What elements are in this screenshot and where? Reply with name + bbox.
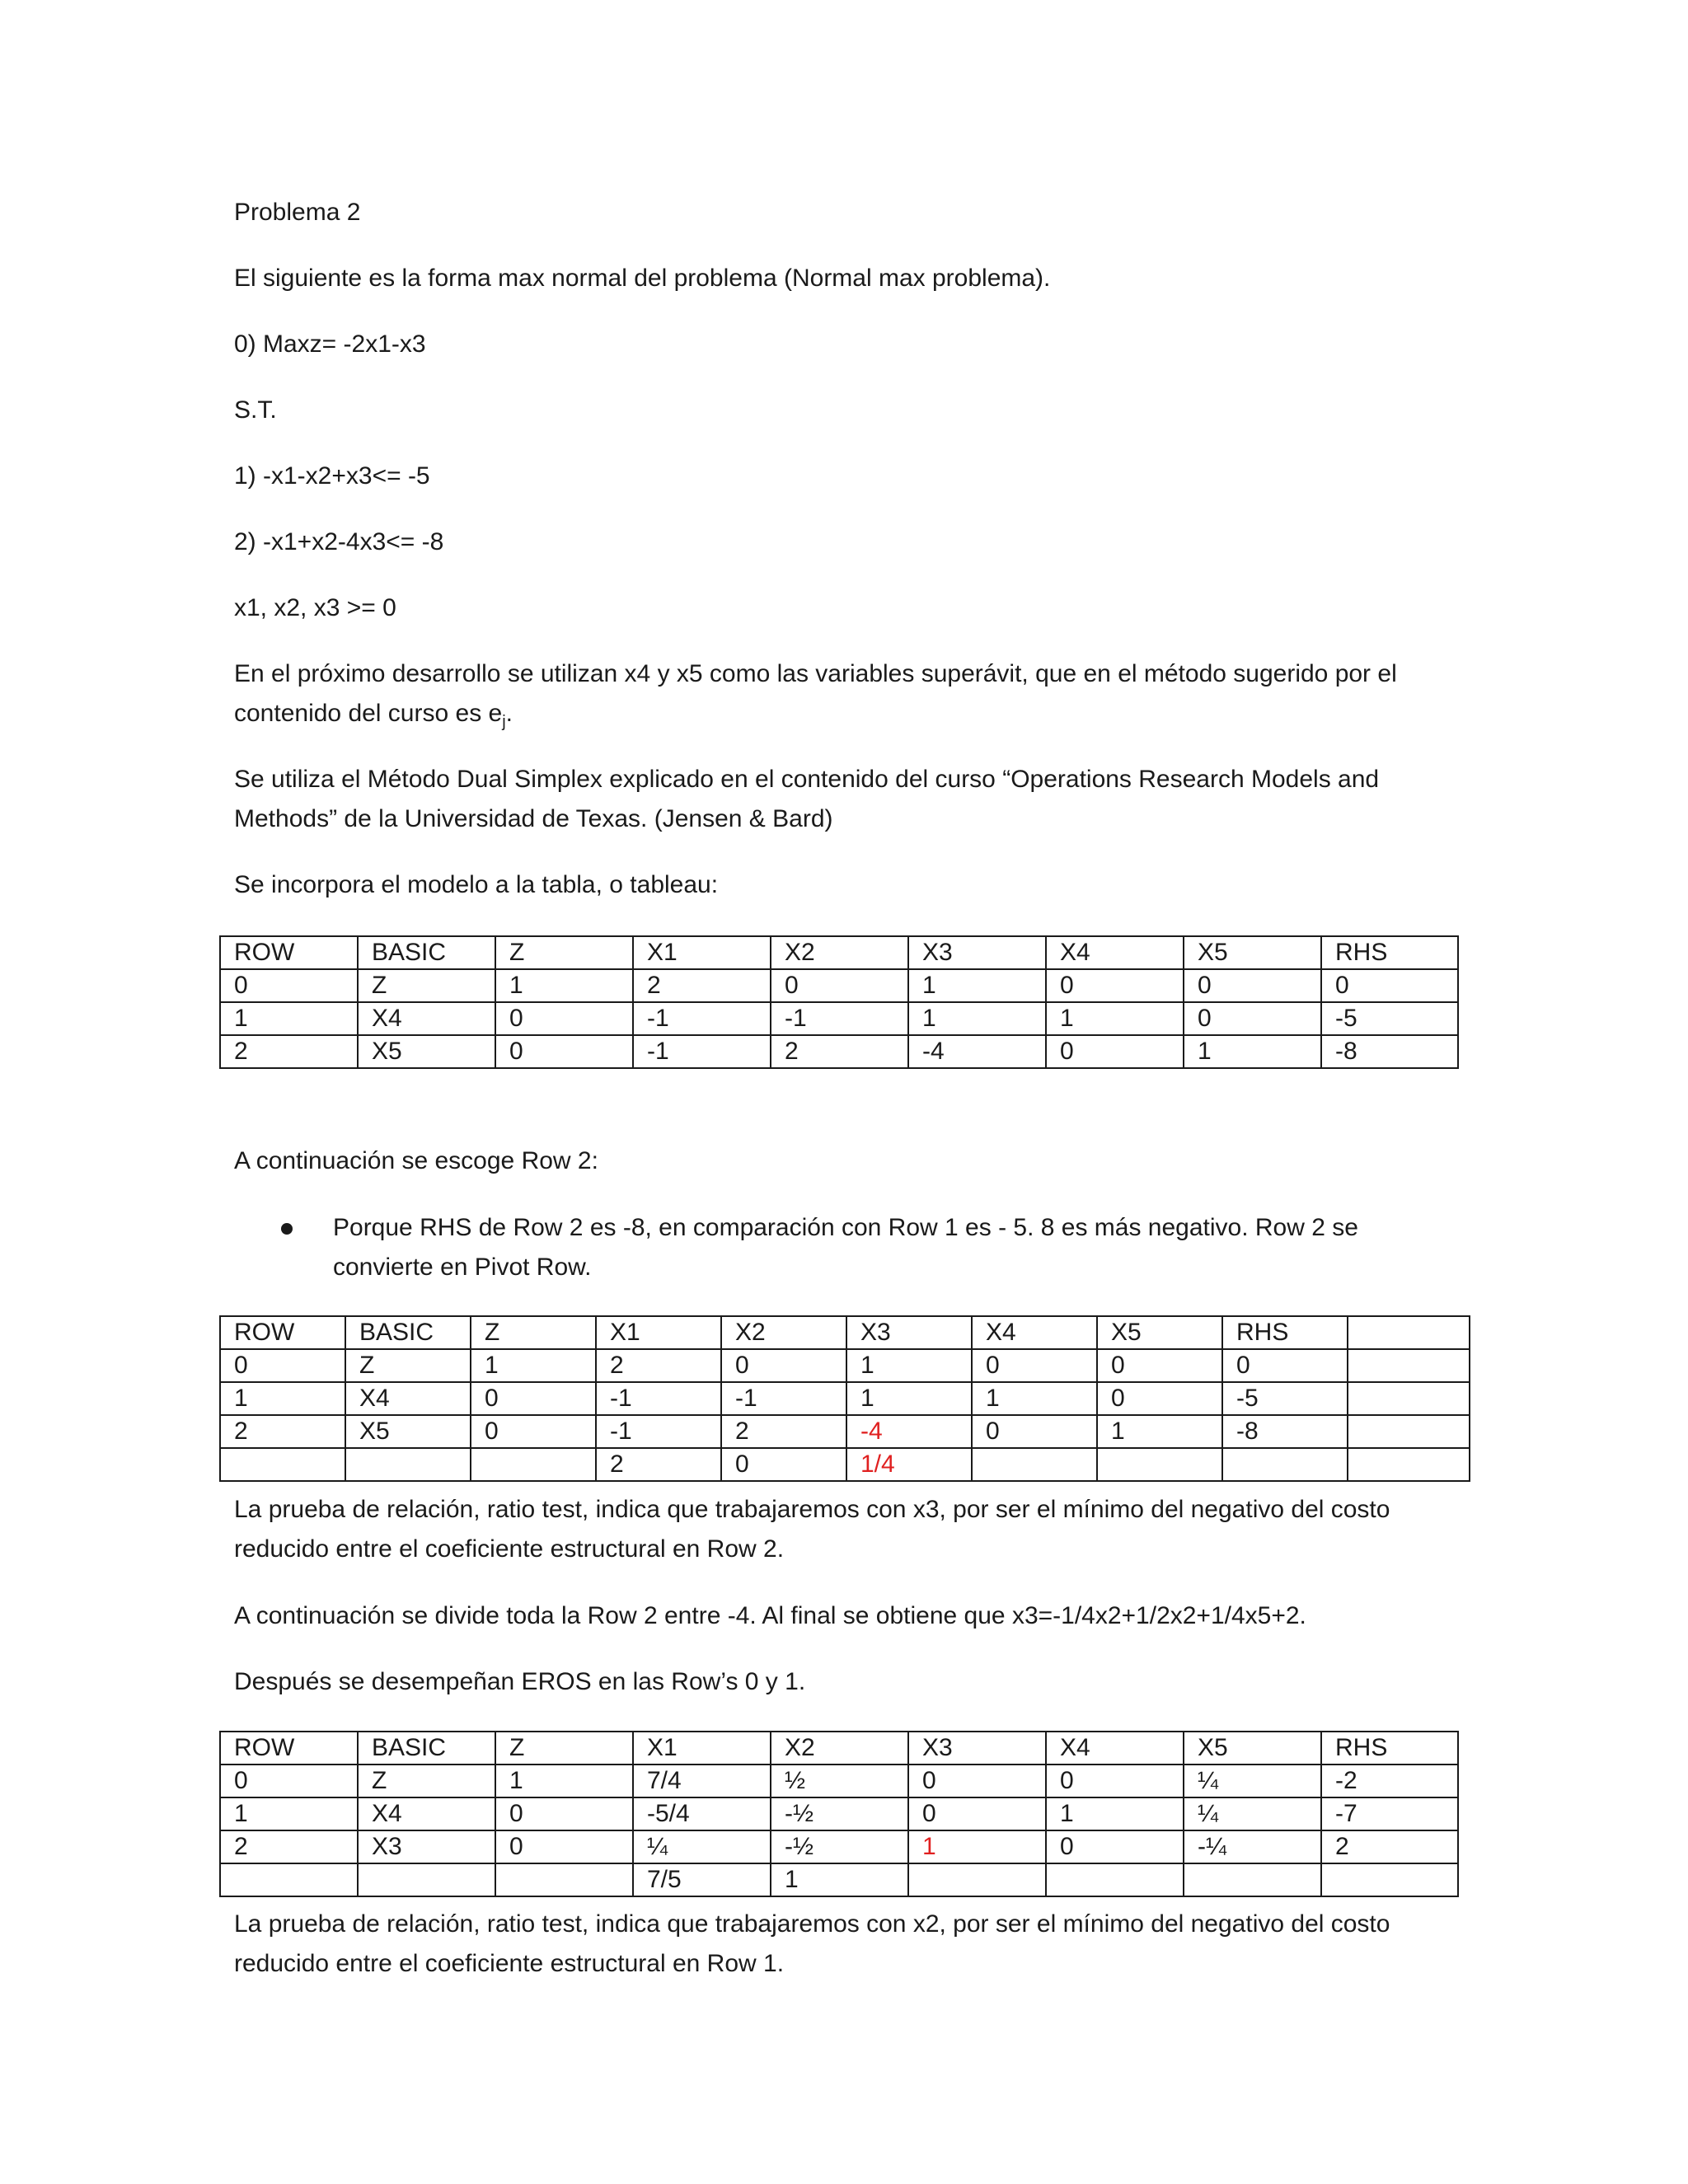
table-cell: 0 xyxy=(771,969,908,1002)
table-cell: 2 xyxy=(220,1415,345,1448)
bullet-text: Porque RHS de Row 2 es -8, en comparación con Row 1 es - 5. 8 es más negativo. Row 2 se convierte en Pivot Row. xyxy=(333,1214,1358,1281)
table-cell: 1 xyxy=(220,1002,358,1035)
column-header: X2 xyxy=(721,1316,846,1349)
table-cell: 1 xyxy=(1046,1002,1184,1035)
column-header: X4 xyxy=(1046,1732,1184,1765)
column-header: X1 xyxy=(633,936,771,969)
table-cell: X4 xyxy=(345,1382,471,1415)
table-cell: 0 xyxy=(1097,1382,1222,1415)
table-cell: 0 xyxy=(1097,1349,1222,1382)
table-cell: 0 xyxy=(1184,969,1321,1002)
column-header: BASIC xyxy=(345,1316,471,1349)
table-cell: -1 xyxy=(771,1002,908,1035)
table-cell: 7/4 xyxy=(633,1765,771,1797)
table-cell: 1 xyxy=(220,1382,345,1415)
table-cell xyxy=(1348,1349,1470,1382)
table-cell: 2 xyxy=(721,1415,846,1448)
ratio-test-text-2: La prueba de relación, ratio test, indica que trabajaremos con x2, por ser el mínimo del negativo del costo reducido entre el coeficiente estructural en Row 1. xyxy=(234,1910,1390,1977)
table-cell: 2 xyxy=(220,1035,358,1068)
column-header: X1 xyxy=(633,1732,771,1765)
column-header: X3 xyxy=(846,1316,972,1349)
table-cell: 0 xyxy=(495,1797,633,1830)
table-row xyxy=(220,1830,1458,1863)
initial-tableau xyxy=(219,935,1459,1069)
table-cell: 1 xyxy=(471,1349,596,1382)
column-header: Z xyxy=(495,1732,633,1765)
column-header: X2 xyxy=(771,936,908,969)
table-cell: 2 xyxy=(220,1830,358,1863)
table-cell xyxy=(345,1448,471,1481)
table-cell xyxy=(220,1448,345,1481)
table-cell: 0 xyxy=(1184,1002,1321,1035)
table-cell: 0 xyxy=(972,1349,1097,1382)
table-cell: X5 xyxy=(358,1035,495,1068)
table-cell: 1 xyxy=(908,1002,1046,1035)
table-cell: ½ xyxy=(771,1765,908,1797)
table-cell xyxy=(471,1448,596,1481)
column-header: X2 xyxy=(771,1732,908,1765)
table-cell: 0 xyxy=(1046,969,1184,1002)
section-title: Problema 2 xyxy=(234,199,361,226)
table-cell: 1 xyxy=(771,1863,908,1896)
table-cell: 0 xyxy=(721,1448,846,1481)
table-cell: 1 xyxy=(846,1382,972,1415)
table-cell: X3 xyxy=(358,1830,495,1863)
table-cell xyxy=(1348,1448,1470,1481)
table-cell: 2 xyxy=(596,1448,721,1481)
table-header-row xyxy=(220,936,1458,969)
choose-row-text: A continuación se escoge Row 2: xyxy=(234,1147,598,1174)
surplus-paragraph xyxy=(234,654,1454,733)
table-row xyxy=(220,1382,1470,1415)
table-cell xyxy=(1321,1863,1458,1896)
ratio-test-text-1: La prueba de relación, ratio test, indica que trabajaremos con x3, por ser el mínimo del negativo del costo reducido entre el coeficiente estructural en Row 2. xyxy=(234,1496,1390,1563)
table-cell: -1 xyxy=(721,1382,846,1415)
table-cell: 0 xyxy=(1046,1830,1184,1863)
table-cell: 0 xyxy=(495,1002,633,1035)
table-cell: X4 xyxy=(358,1002,495,1035)
table-row xyxy=(220,1035,1458,1068)
column-header: X1 xyxy=(596,1316,721,1349)
column-header: RHS xyxy=(1222,1316,1348,1349)
table-cell xyxy=(1097,1448,1222,1481)
table-cell: 0 xyxy=(908,1765,1046,1797)
table-cell: 0 xyxy=(220,1349,345,1382)
column-header: X4 xyxy=(1046,936,1184,969)
table-cell: 1 xyxy=(846,1349,972,1382)
table-cell: 1/4 xyxy=(846,1448,972,1481)
table-cell: -5 xyxy=(1321,1002,1458,1035)
table-cell xyxy=(1348,1382,1470,1415)
column-header: RHS xyxy=(1321,1732,1458,1765)
table-cell: 2 xyxy=(771,1035,908,1068)
eros-tableau xyxy=(219,1731,1459,1897)
table-cell xyxy=(908,1863,1046,1896)
table-row xyxy=(220,1765,1458,1797)
table-cell: Z xyxy=(358,969,495,1002)
table-cell: 7/5 xyxy=(633,1863,771,1896)
table-row xyxy=(220,1349,1470,1382)
column-header: RHS xyxy=(1321,936,1458,969)
column-header: X5 xyxy=(1097,1316,1222,1349)
table-row xyxy=(220,1448,1470,1481)
table-cell: ¼ xyxy=(1184,1797,1321,1830)
divide-text: A continuación se divide toda la Row 2 entre -4. Al final se obtiene que x3=-1/4x2+1/2x2+1/4x5+2. xyxy=(234,1602,1306,1629)
table-cell: 0 xyxy=(471,1415,596,1448)
table-cell: 0 xyxy=(908,1797,1046,1830)
constraint-2: 2) -x1+x2-4x3<= -8 xyxy=(234,528,444,555)
nonnegativity: x1, x2, x3 >= 0 xyxy=(234,594,396,621)
table-row xyxy=(220,1797,1458,1830)
column-header: Z xyxy=(495,936,633,969)
surplus-end: . xyxy=(505,700,513,727)
column-header: BASIC xyxy=(358,1732,495,1765)
table-cell: 0 xyxy=(495,1830,633,1863)
table-cell: X4 xyxy=(358,1797,495,1830)
table-cell: 2 xyxy=(596,1349,721,1382)
table-cell: 0 xyxy=(495,1035,633,1068)
tableau-intro: Se incorpora el modelo a la tabla, o tableau: xyxy=(234,871,719,898)
constraint-1: 1) -x1-x2+x3<= -5 xyxy=(234,462,430,490)
table-cell xyxy=(1184,1863,1321,1896)
table-cell: 0 xyxy=(220,969,358,1002)
eros-text: Después se desempeñan EROS en las Row’s 0 y 1. xyxy=(234,1668,806,1695)
table-cell: 1 xyxy=(1097,1415,1222,1448)
table-cell: 1 xyxy=(908,969,1046,1002)
table-cell: -1 xyxy=(633,1035,771,1068)
table-cell: -1 xyxy=(596,1382,721,1415)
table-cell: X5 xyxy=(345,1415,471,1448)
table-cell: -½ xyxy=(771,1797,908,1830)
table-row xyxy=(220,1415,1470,1448)
table-cell: 0 xyxy=(1321,969,1458,1002)
subject-to-label: S.T. xyxy=(234,396,277,424)
table-cell: 1 xyxy=(1046,1797,1184,1830)
table-cell: -¼ xyxy=(1184,1830,1321,1863)
table-cell: 1 xyxy=(1184,1035,1321,1068)
table-cell: -4 xyxy=(908,1035,1046,1068)
column-header: X3 xyxy=(908,936,1046,969)
column-header: X3 xyxy=(908,1732,1046,1765)
table-cell: -8 xyxy=(1321,1035,1458,1068)
table-cell: -5 xyxy=(1222,1382,1348,1415)
table-cell: 2 xyxy=(633,969,771,1002)
table-cell xyxy=(495,1863,633,1896)
pivot-row-tableau xyxy=(219,1315,1470,1482)
column-header: ROW xyxy=(220,1732,358,1765)
column-header: X5 xyxy=(1184,936,1321,969)
table-cell: -7 xyxy=(1321,1797,1458,1830)
table-row xyxy=(220,1863,1458,1896)
table-cell: 1 xyxy=(220,1797,358,1830)
table-cell: 1 xyxy=(972,1382,1097,1415)
table-cell: -½ xyxy=(771,1830,908,1863)
table-cell: -1 xyxy=(596,1415,721,1448)
table-cell: ¼ xyxy=(633,1830,771,1863)
table-cell: Z xyxy=(345,1349,471,1382)
table-cell: 1 xyxy=(908,1830,1046,1863)
surplus-text: En el próximo desarrollo se utilizan x4 y x5 como las variables superávit, que en el método sugerido por el contenido del curso es e xyxy=(234,660,1397,727)
table-cell: 0 xyxy=(1222,1349,1348,1382)
column-header: ROW xyxy=(220,936,358,969)
column-header: X5 xyxy=(1184,1732,1321,1765)
column-header: BASIC xyxy=(358,936,495,969)
column-header xyxy=(1348,1316,1470,1349)
table-cell: 0 xyxy=(721,1349,846,1382)
table-header-row xyxy=(220,1732,1458,1765)
table-cell xyxy=(972,1448,1097,1481)
table-cell: -5/4 xyxy=(633,1797,771,1830)
column-header: ROW xyxy=(220,1316,345,1349)
table-cell xyxy=(358,1863,495,1896)
table-cell: 0 xyxy=(1046,1765,1184,1797)
method-paragraph: Se utiliza el Método Dual Simplex explicado en el contenido del curso “Operations Research Models and Methods” de la Universidad de Texas. (Jensen & Bard) xyxy=(234,766,1380,832)
table-cell: 0 xyxy=(972,1415,1097,1448)
table-cell: ¼ xyxy=(1184,1765,1321,1797)
table-header-row xyxy=(220,1316,1470,1349)
table-cell: Z xyxy=(358,1765,495,1797)
table-cell: 1 xyxy=(495,1765,633,1797)
table-cell: 0 xyxy=(471,1382,596,1415)
column-header: Z xyxy=(471,1316,596,1349)
table-cell: 0 xyxy=(1046,1035,1184,1068)
column-header: X4 xyxy=(972,1316,1097,1349)
table-cell xyxy=(1046,1863,1184,1896)
table-row xyxy=(220,1002,1458,1035)
table-cell: -8 xyxy=(1222,1415,1348,1448)
table-cell xyxy=(1348,1415,1470,1448)
table-cell: -1 xyxy=(633,1002,771,1035)
table-cell: -4 xyxy=(846,1415,972,1448)
surplus-subscript: j xyxy=(502,713,506,731)
table-cell: 1 xyxy=(495,969,633,1002)
table-row xyxy=(220,969,1458,1002)
table-cell xyxy=(1222,1448,1348,1481)
intro-text: El siguiente es la forma max normal del problema (Normal max problema). xyxy=(234,265,1051,292)
bullet-icon xyxy=(281,1223,293,1235)
objective-function: 0) Maxz= -2x1-x3 xyxy=(234,330,426,358)
table-cell: 2 xyxy=(1321,1830,1458,1863)
table-cell xyxy=(220,1863,358,1896)
table-cell: 0 xyxy=(220,1765,358,1797)
table-cell: -2 xyxy=(1321,1765,1458,1797)
